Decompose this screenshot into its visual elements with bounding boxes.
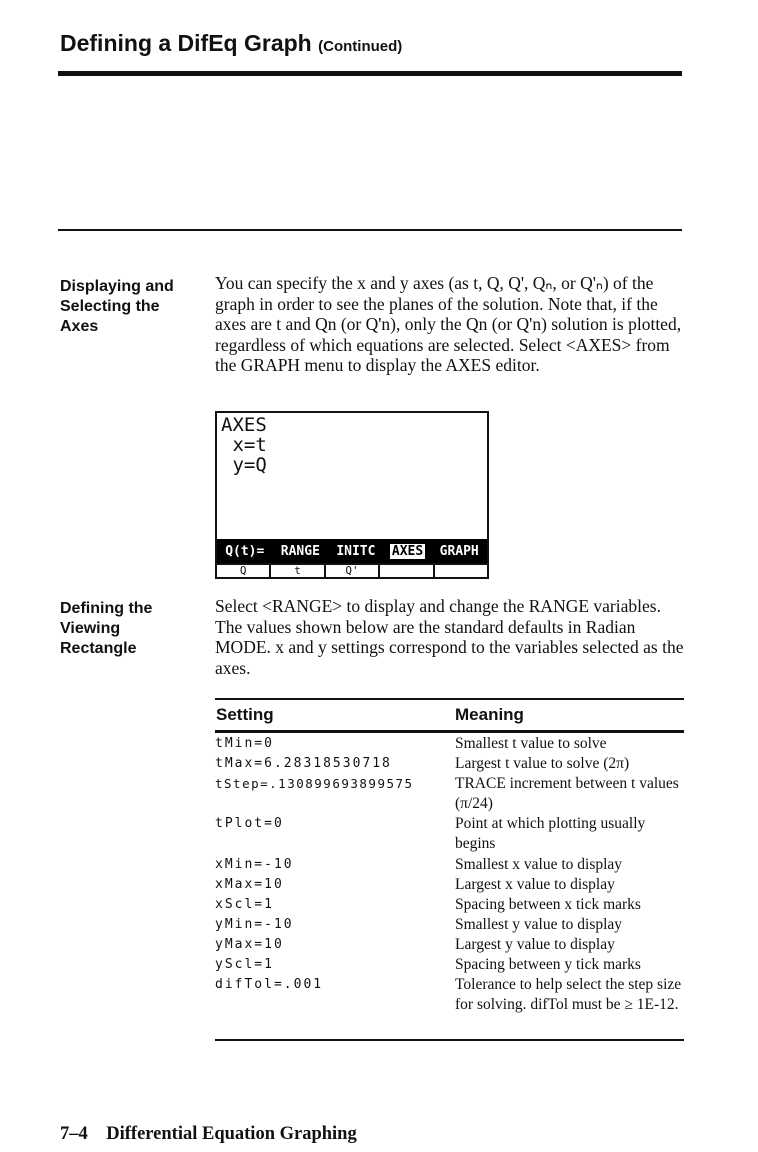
- table-row-meaning: Largest t value to solve (2π): [455, 755, 630, 772]
- section-heading-axes: Displaying and Selecting the Axes: [60, 278, 174, 335]
- table-row-meaning: Smallest t value to solve: [455, 735, 607, 752]
- screen-line-3: y=Q: [221, 454, 267, 476]
- menu-item-range[interactable]: RANGE: [280, 543, 320, 559]
- table-row-meaning: Smallest y value to display: [455, 916, 623, 933]
- table-row-setting: xMin=-10: [215, 857, 294, 872]
- table-row-setting: tMin=0: [215, 736, 274, 751]
- table-row-meaning: Smallest x value to display: [455, 856, 623, 873]
- page-subtitle: (Continued): [318, 38, 403, 55]
- table-row-setting: difTol=.001: [215, 977, 324, 992]
- table-header-meaning: Meaning: [455, 705, 524, 724]
- softkey-empty-1[interactable]: [378, 563, 432, 577]
- table-row-setting: tMax=6.28318530718: [215, 756, 392, 771]
- table-top-rule: [215, 698, 684, 700]
- table-row-setting: tPlot=0: [215, 816, 284, 831]
- table-row-meaning: Largest y value to display: [455, 936, 615, 953]
- calculator-screen: [215, 411, 489, 579]
- menu-item-graph[interactable]: GRAPH: [439, 543, 479, 559]
- section-rule: [58, 229, 682, 231]
- menu-item-initc[interactable]: INITC: [336, 543, 376, 559]
- section-paragraph-range: Select <RANGE> to display and change the RANGE variables. The values shown below are the standard defaults in Radian MODE. x and y settings correspond to the variables selected as the axes.: [215, 596, 684, 678]
- softkey-qprime[interactable]: Q': [324, 563, 378, 577]
- menu-item-qt[interactable]: Q(t)=: [225, 543, 265, 559]
- section-paragraph-axes: You can specify the x and y axes (as t, Q, Q', Qₙ, or Q'ₙ) of the graph in order to see the planes of the solution. Note that, if the axes are t and Qn (or Q'n), only the Qn (or Q'n) solution is plotted, regardless of which equations are selected. Select <AXES> from the GRAPH menu to display the AXES editor.: [215, 273, 682, 375]
- screen-softkey-row: [217, 563, 487, 577]
- table-row-setting: yMax=10: [215, 937, 284, 952]
- table-row-meaning: TRACE increment between t values (π/24): [455, 775, 679, 812]
- table-header-rule: [215, 730, 684, 733]
- screen-line-1: AXES: [221, 414, 267, 436]
- table-row-meaning: Point at which plotting usually begins: [455, 815, 646, 852]
- table-row-setting: yMin=-10: [215, 917, 294, 932]
- table-header-setting: Setting: [216, 705, 274, 724]
- table-bottom-rule: [215, 1039, 684, 1041]
- softkey-q[interactable]: Q: [217, 563, 269, 577]
- softkey-empty-2[interactable]: [433, 563, 487, 577]
- table-row-meaning: Spacing between y tick marks: [455, 956, 641, 973]
- section-heading-range: Defining the Viewing Rectangle: [60, 600, 153, 657]
- page-header: [60, 30, 402, 57]
- screen-menu-bar: [217, 539, 487, 563]
- table-row-setting: yScl=1: [215, 957, 274, 972]
- table-row-meaning: Tolerance to help select the step size for solving. difTol must be ≥ 1E-12.: [455, 976, 682, 1013]
- page-footer: 7–4 Differential Equation Graphing: [60, 1124, 357, 1144]
- table-row-meaning: Largest x value to display: [455, 876, 615, 893]
- header-rule: [58, 71, 682, 76]
- table-row-setting: xMax=10: [215, 877, 284, 892]
- screen-line-2: x=t: [221, 434, 267, 456]
- softkey-t[interactable]: t: [269, 563, 323, 577]
- table-row-setting: xScl=1: [215, 897, 274, 912]
- table-row-meaning: Spacing between x tick marks: [455, 896, 641, 913]
- menu-item-axes[interactable]: AXES: [391, 543, 424, 559]
- page-title: Defining a DifEq Graph: [60, 30, 312, 56]
- table-row-setting: tStep=.130899693899575: [215, 776, 414, 791]
